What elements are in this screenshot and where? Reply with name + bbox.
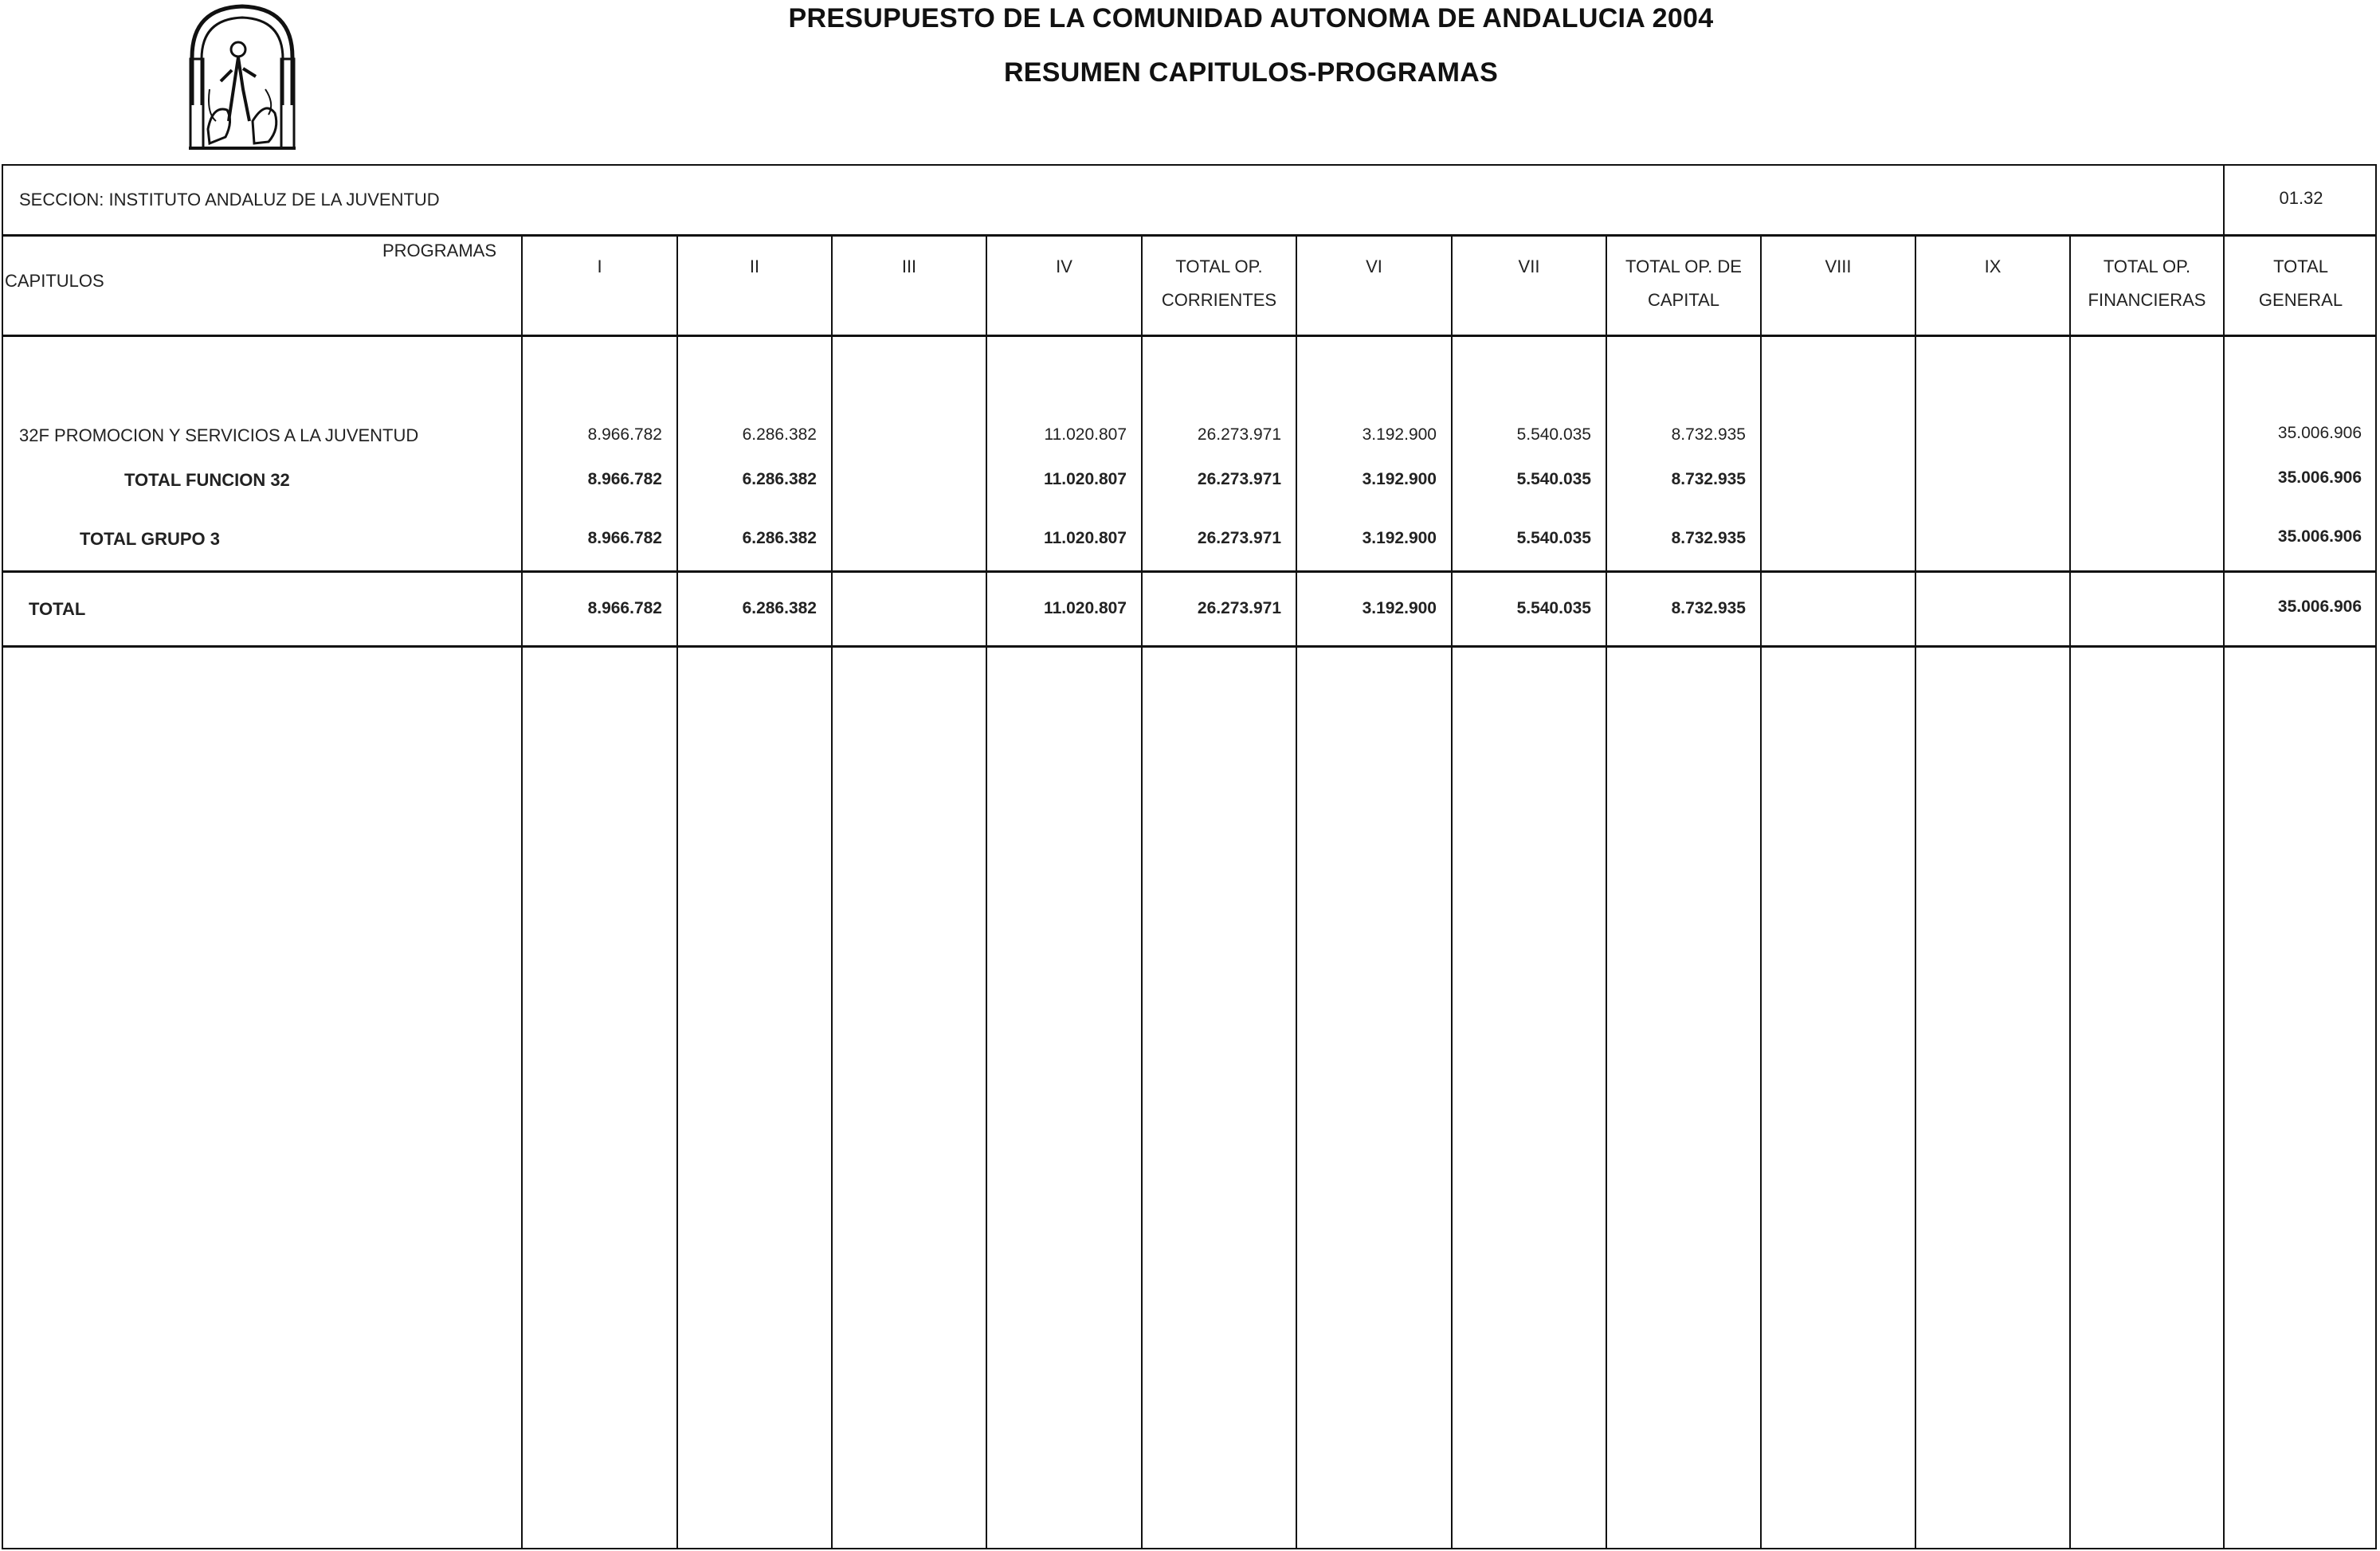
table-cell: 5.540.035	[1516, 425, 1591, 444]
table-cell: 11.020.807	[1044, 599, 1127, 617]
column-header: VII	[1518, 257, 1540, 276]
table-cell: 26.273.971	[1197, 599, 1281, 617]
table-cell: 6.286.382	[742, 470, 817, 488]
column-header: IX	[1984, 257, 2002, 276]
table-cell: 3.192.900	[1362, 470, 1437, 488]
corner-programas: PROGRAMAS	[382, 241, 497, 260]
table-cell: 3.192.900	[1362, 425, 1437, 444]
table-cell: 6.286.382	[742, 425, 817, 444]
column-header: I	[597, 257, 602, 276]
column-header: III	[901, 257, 917, 276]
section-code: 01.32	[2279, 188, 2323, 208]
table-cell: 26.273.971	[1197, 529, 1281, 547]
table-cell: 35.006.906	[2277, 527, 2362, 546]
table-cell: 11.020.807	[1044, 425, 1127, 444]
column-header: IV	[1056, 257, 1072, 276]
col-divider	[2223, 164, 2225, 1549]
column-header: VIII	[1825, 257, 1852, 276]
table-cell: 8.966.782	[587, 425, 662, 444]
table-cell: 8.732.935	[1671, 599, 1746, 617]
column-header: TOTAL OP. DE CAPITAL	[1625, 257, 1742, 310]
corner-capitulos: CAPITULOS	[5, 271, 104, 291]
table-cell: 5.540.035	[1516, 470, 1591, 488]
column-header: TOTAL OP. CORRIENTES	[1161, 257, 1277, 310]
table-cell: 35.006.906	[2277, 597, 2362, 616]
table-cell: 5.540.035	[1516, 599, 1591, 617]
report-subtitle: RESUMEN CAPITULOS-PROGRAMAS	[1003, 57, 1499, 88]
table-cell: 6.286.382	[742, 529, 817, 547]
total-row-divider-bottom	[2, 645, 2377, 648]
table-cell: 35.006.906	[2277, 468, 2362, 487]
row-label: 32F PROMOCION Y SERVICIOS A LA JUVENTUD	[19, 425, 419, 445]
col-divider	[831, 236, 833, 1549]
table-cell: 26.273.971	[1197, 470, 1281, 488]
table-cell: 11.020.807	[1044, 529, 1127, 547]
column-header: TOTAL GENERAL	[2258, 257, 2343, 310]
column-header: II	[749, 257, 760, 276]
table-cell: 3.192.900	[1362, 529, 1437, 547]
section-label: SECCION: INSTITUTO ANDALUZ DE LA JUVENTUD	[19, 190, 440, 210]
table-cell: 11.020.807	[1044, 470, 1127, 488]
row-label: TOTAL	[29, 599, 86, 619]
section-row-divider	[2, 234, 2377, 237]
table-cell: 6.286.382	[742, 599, 817, 617]
table-cell: 5.540.035	[1516, 529, 1591, 547]
column-header: TOTAL OP. FINANCIERAS	[2088, 257, 2206, 310]
row-label: TOTAL FUNCION 32	[124, 470, 290, 490]
table-cell: 8.966.782	[587, 599, 662, 617]
table-cell: 8.732.935	[1671, 425, 1746, 444]
junta-andalucia-emblem-icon	[186, 2, 299, 153]
header-row-divider	[2, 335, 2377, 337]
col-divider	[2069, 236, 2071, 1549]
table-cell: 8.966.782	[587, 470, 662, 488]
table-cell: 8.732.935	[1671, 470, 1746, 488]
table-cell: 35.006.906	[2277, 424, 2362, 442]
col-divider	[1760, 236, 1762, 1549]
table-cell: 8.732.935	[1671, 529, 1746, 547]
total-row-divider-top	[2, 570, 2377, 573]
report-title: PRESUPUESTO DE LA COMUNIDAD AUTONOMA DE ANDALUCIA 2004	[788, 3, 1714, 33]
col-divider	[1915, 236, 1916, 1549]
table-cell: 8.966.782	[587, 529, 662, 547]
table-cell: 3.192.900	[1362, 599, 1437, 617]
row-label: TOTAL GRUPO 3	[80, 529, 221, 549]
column-header: VI	[1366, 257, 1382, 276]
table-cell: 26.273.971	[1197, 425, 1281, 444]
budget-table	[2, 164, 2377, 1549]
